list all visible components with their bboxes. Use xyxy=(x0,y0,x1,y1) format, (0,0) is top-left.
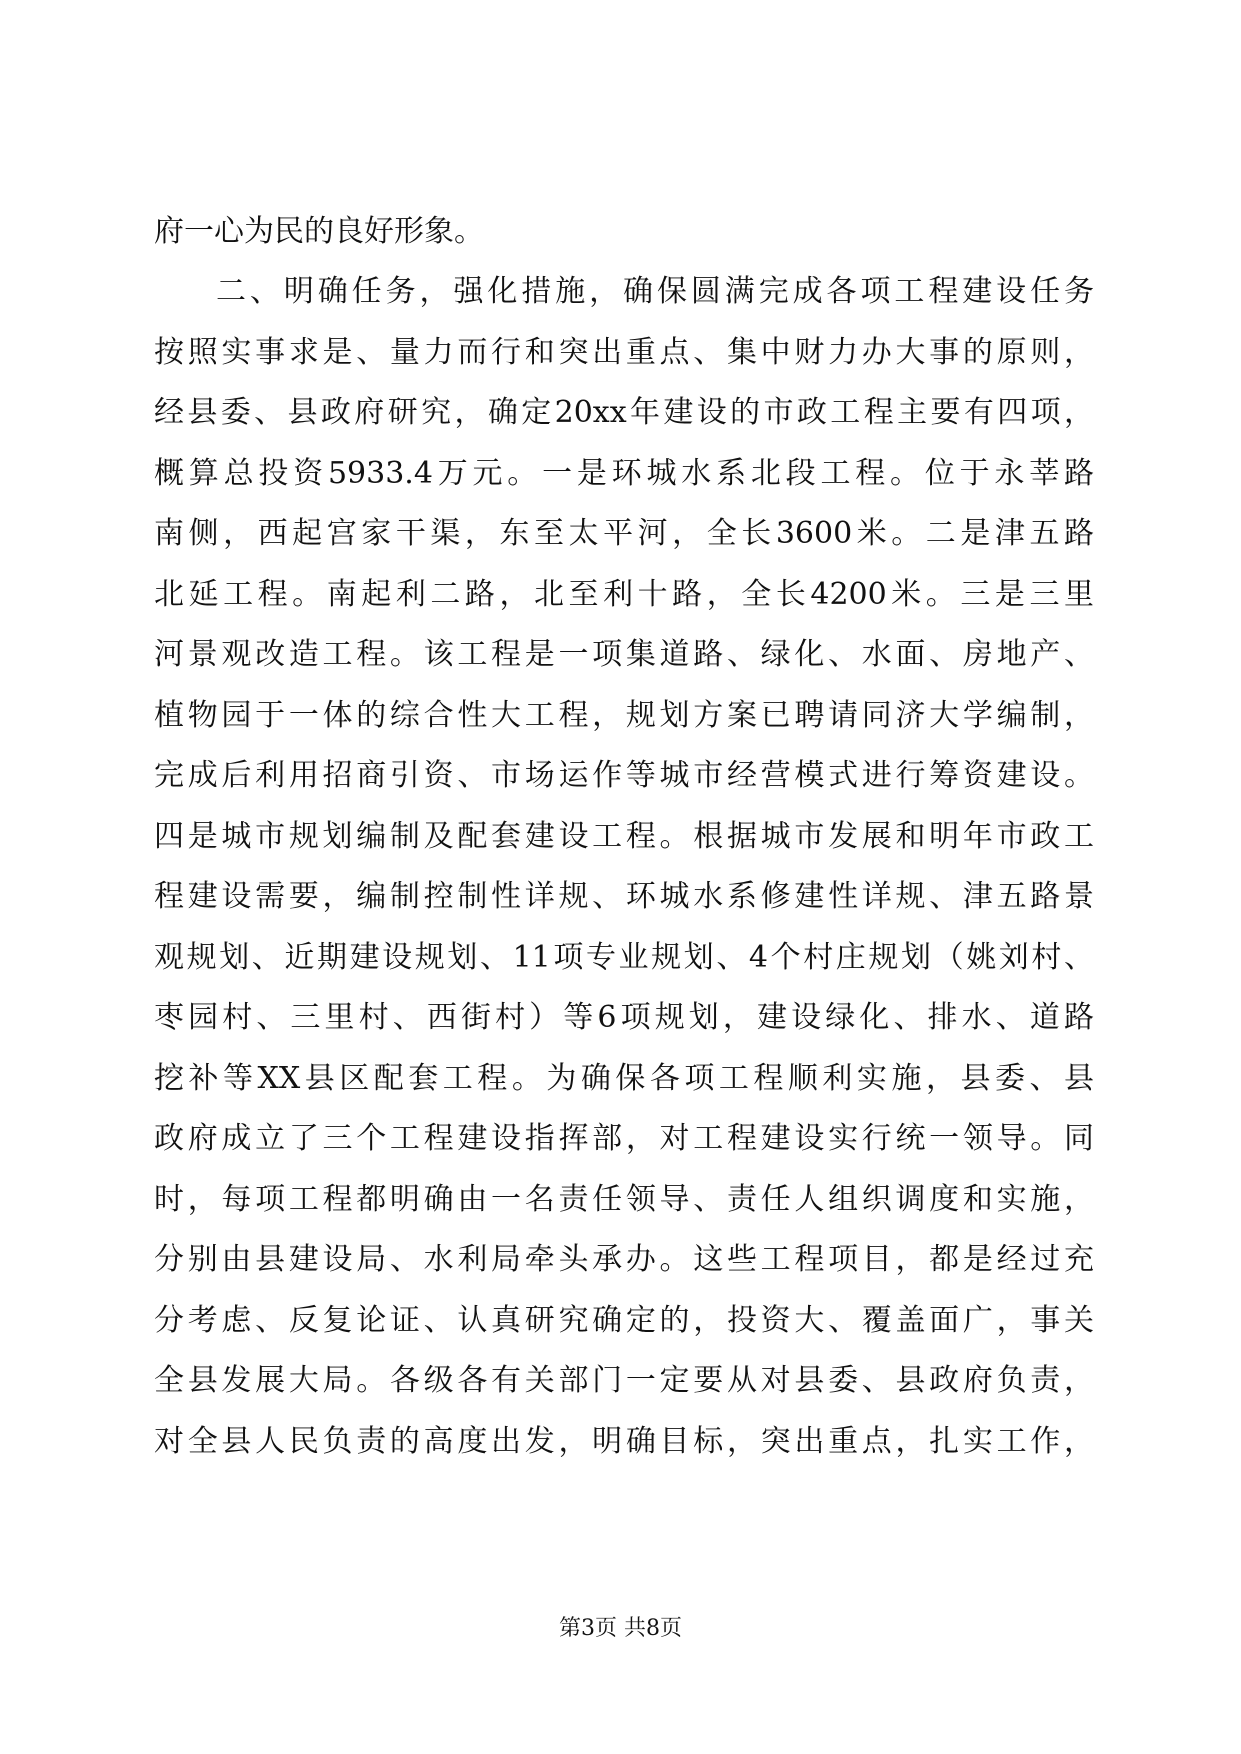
body-line-9: 植物园于一体的综合性大工程，规划方案已聘请同济大学编制， xyxy=(154,698,1094,733)
body-line-4: 经县委、县政府研究，确定20xx年建设的市政工程主要有四项， xyxy=(154,395,1094,430)
body-line-14: 枣园村、三里村、西街村）等6项规划，建设绿化、排水、道路 xyxy=(154,1000,1094,1035)
body-line-19: 分考虑、反复论证、认真研究确定的，投资大、覆盖面广，事关 xyxy=(154,1303,1094,1338)
body-line-17: 时，每项工程都明确由一名责任领导、责任人组织调度和实施， xyxy=(154,1182,1094,1217)
body-line-10: 完成后利用招商引资、市场运作等城市经营模式进行筹资建设。 xyxy=(154,758,1094,793)
body-line-7: 北延工程。南起利二路，北至利十路，全长4200米。三是三里 xyxy=(154,577,1094,612)
body-line-13: 观规划、近期建设规划、11项专业规划、4个村庄规划（姚刘村、 xyxy=(154,940,1094,975)
body-line-5: 概算总投资5933.4万元。一是环城水系北段工程。位于永莘路 xyxy=(154,456,1094,491)
body-line-12: 程建设需要，编制控制性详规、环城水系修建性详规、津五路景 xyxy=(154,879,1094,914)
body-line-16: 政府成立了三个工程建设指挥部，对工程建设实行统一领导。同 xyxy=(154,1121,1094,1156)
body-line-20: 全县发展大局。各级各有关部门一定要从对县委、县政府负责， xyxy=(154,1363,1094,1398)
body-line-1: 府一心为民的良好形象。 xyxy=(154,214,484,249)
page-number-footer: 第3页 共8页 xyxy=(559,1616,682,1641)
body-line-11: 四是城市规划编制及配套建设工程。根据城市发展和明年市政工 xyxy=(154,819,1094,854)
section-heading-line: 二、明确任务，强化措施，确保圆满完成各项工程建设任务 xyxy=(216,274,1094,309)
body-line-3: 按照实事求是、量力而行和突出重点、集中财力办大事的原则， xyxy=(154,335,1094,370)
body-line-18: 分别由县建设局、水利局牵头承办。这些工程项目，都是经过充 xyxy=(154,1242,1094,1277)
body-line-21: 对全县人民负责的高度出发，明确目标，突出重点，扎实工作， xyxy=(154,1424,1094,1459)
body-line-6: 南侧，西起宫家干渠，东至太平河，全长3600米。二是津五路 xyxy=(154,516,1094,551)
body-line-8: 河景观改造工程。该工程是一项集道路、绿化、水面、房地产、 xyxy=(154,637,1094,672)
body-line-15: 挖补等XX县区配套工程。为确保各项工程顺利实施，县委、县 xyxy=(154,1061,1094,1096)
